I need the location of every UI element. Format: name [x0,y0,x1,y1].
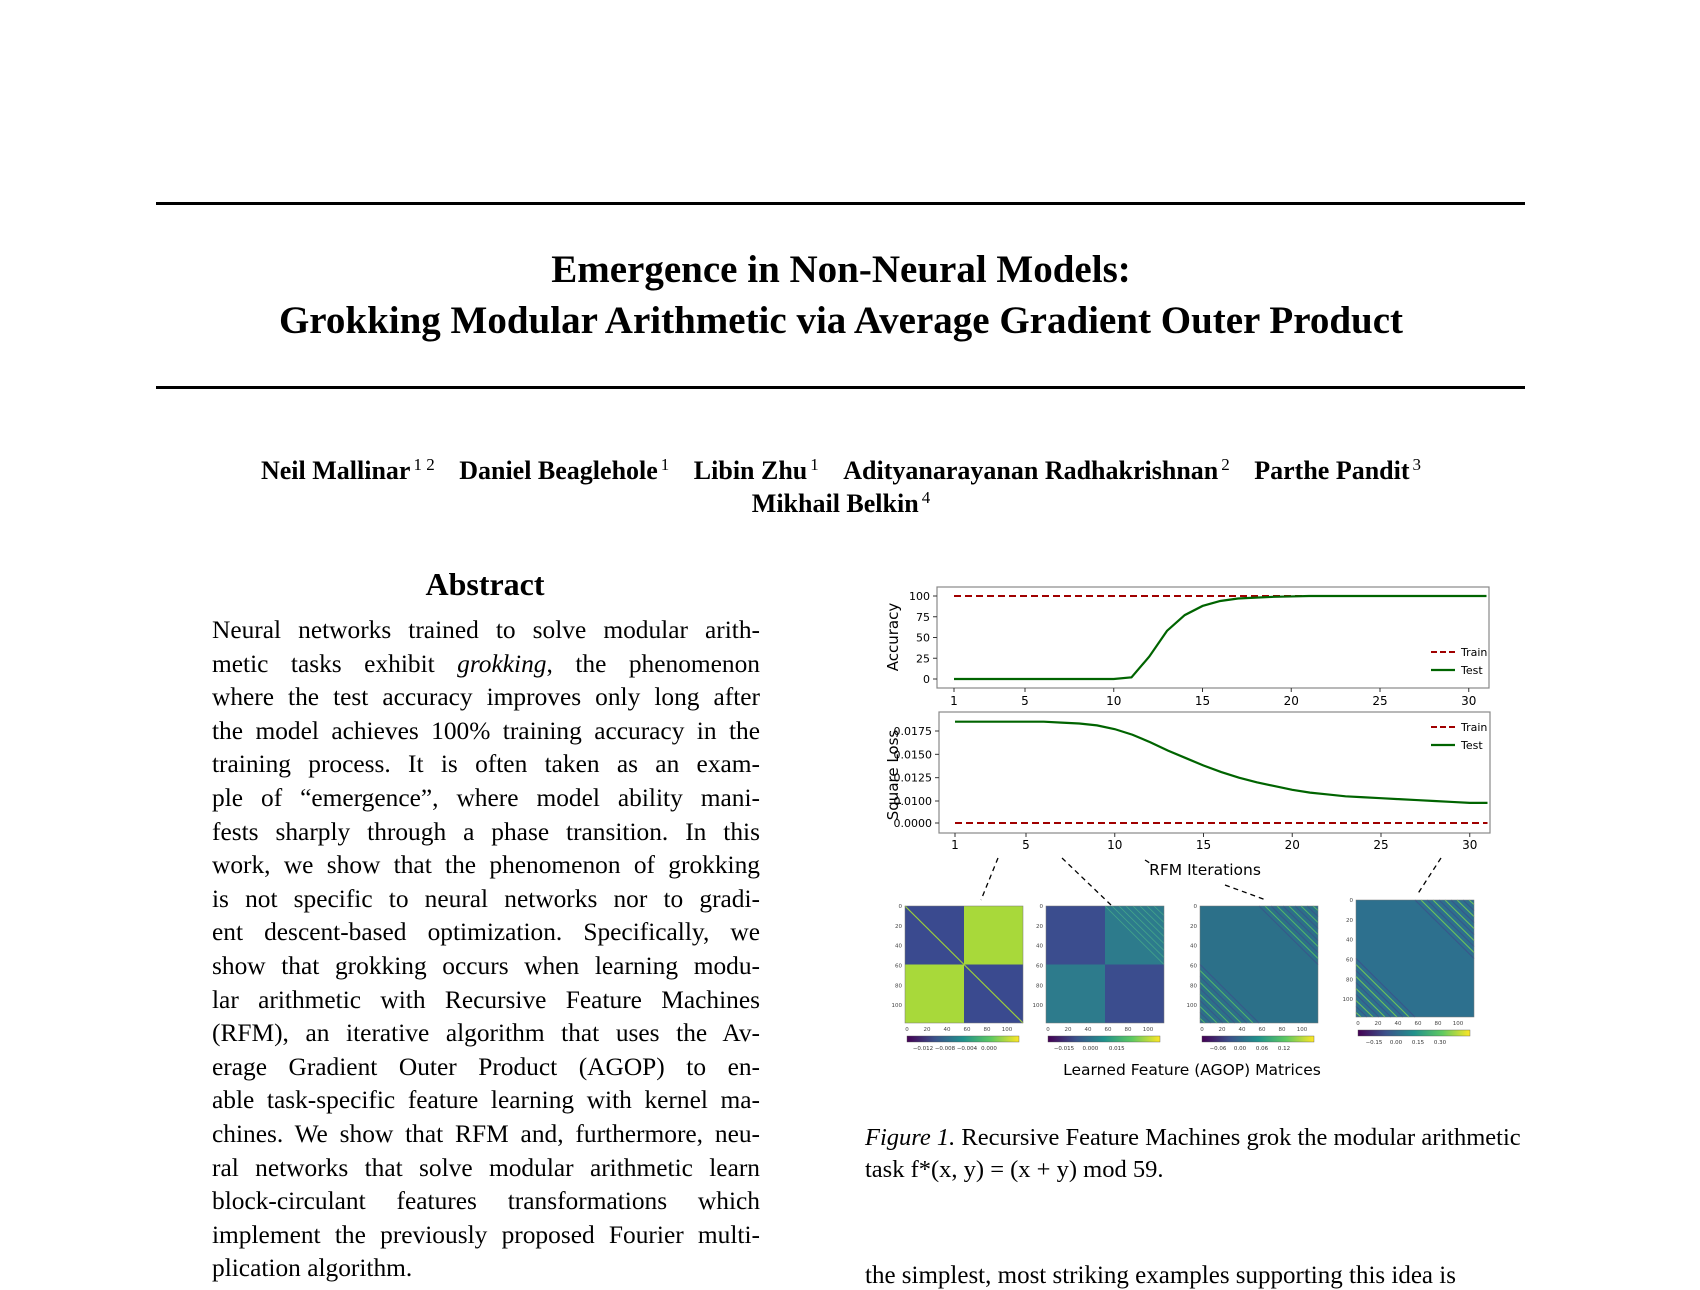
svg-text:60: 60 [1346,957,1353,964]
svg-text:0.30: 0.30 [1433,1040,1447,1046]
svg-text:100: 100 [1142,1027,1154,1033]
svg-text:0.12: 0.12 [1277,1046,1291,1052]
svg-text:0.0100: 0.0100 [893,795,932,808]
svg-text:0.015: 0.015 [1108,1046,1125,1052]
svg-text:20: 20 [1036,923,1043,930]
svg-text:80: 80 [1190,983,1197,990]
svg-text:20: 20 [1284,838,1300,852]
svg-text:−0.012: −0.012 [912,1046,934,1052]
svg-text:−0.15: −0.15 [1365,1040,1383,1046]
svg-text:20: 20 [1346,917,1353,924]
author: Mikhail Belkin $^4$ [751,488,931,518]
svg-text:−0.008: −0.008 [934,1046,956,1052]
svg-text:40: 40 [1394,1021,1402,1027]
svg-text:100: 100 [1296,1027,1308,1033]
svg-text:Test: Test [1461,664,1483,677]
abstract-line: erage Gradient Outer Product (AGOP) to en- [212,1052,760,1081]
svg-text:0.00: 0.00 [1233,1046,1247,1052]
abstract-line: ple of “emergence”, where model ability mani- [212,783,760,812]
svg-text:0.000: 0.000 [981,1046,997,1052]
svg-text:40: 40 [1084,1027,1092,1033]
svg-text:80: 80 [1346,977,1353,984]
author: Libin Zhu $^1$ [693,455,819,485]
svg-text:0: 0 [1356,1021,1360,1027]
abstract-line: ent descent-based optimization. Specifically, we [212,918,760,947]
svg-text:5: 5 [1021,694,1029,708]
abstract-body [212,614,760,1286]
svg-text:40: 40 [1190,943,1197,950]
abstract-line: Neural networks trained to solve modular arith- [212,616,760,644]
caption-formula: task f*(x, y) = (x + y) mod 59. [865,1156,1164,1183]
svg-text:30: 30 [1462,838,1478,852]
svg-text:0.06: 0.06 [1255,1046,1269,1052]
body-text-continuation: the simplest, most striking examples supporting this idea is [865,1262,1456,1289]
svg-text:0.0000: 0.0000 [893,817,932,830]
svg-text:25: 25 [916,652,930,666]
abstract-line: the model achieves 100% training accuracy in the [212,716,760,745]
svg-text:15: 15 [1195,838,1212,852]
abstract-line: (RFM), an iterative algorithm that uses the Av- [212,1019,760,1048]
svg-text:80: 80 [1278,1027,1286,1033]
svg-text:40: 40 [1036,943,1043,950]
svg-text:100: 100 [1032,1003,1043,1010]
svg-text:0: 0 [1349,898,1353,904]
author-list-line2 [0,481,1682,520]
svg-text:60: 60 [1036,963,1043,970]
svg-text:40: 40 [1238,1027,1246,1033]
abstract-line: chines. We show that RFM and, furthermore, neu- [212,1119,760,1148]
svg-text:20: 20 [1218,1027,1226,1033]
svg-text:100: 100 [1452,1021,1464,1027]
agop-heatmap-1 [892,904,1024,1052]
svg-text:40: 40 [943,1027,951,1033]
x-axis-label: RFM Iterations [1149,861,1261,879]
svg-text:60: 60 [963,1027,971,1033]
svg-text:60: 60 [1190,963,1197,970]
heatmap-title: Learned Feature (AGOP) Matrices [1063,1061,1321,1079]
abstract-line: plication algorithm. [212,1254,413,1283]
svg-text:0.0150: 0.0150 [893,748,932,762]
svg-text:60: 60 [1104,1027,1112,1033]
svg-text:−0.015: −0.015 [1053,1046,1075,1052]
svg-text:5: 5 [1022,838,1030,852]
abstract-heading: Abstract [425,566,545,602]
svg-text:75: 75 [916,610,930,624]
svg-text:−0.06: −0.06 [1209,1046,1227,1052]
bottom-rule [156,386,1525,389]
svg-text:Test: Test [1461,739,1483,752]
svg-text:0: 0 [1039,904,1043,910]
abstract-line: lar arithmetic with Recursive Feature Machines [212,985,760,1014]
abstract-line: metic tasks exhibit grokking, the phenomenon [212,649,760,678]
svg-text:25: 25 [1372,694,1388,708]
accuracy-ylabel: Accuracy [884,602,902,672]
svg-text:−0.004: −0.004 [956,1046,978,1052]
svg-text:1: 1 [951,838,959,852]
loss-plot-frame [939,712,1490,833]
svg-text:0: 0 [905,1027,909,1033]
abstract-line: work, we show that the phenomenon of grokking [212,851,760,880]
svg-text:100: 100 [909,590,930,603]
svg-text:80: 80 [1036,983,1043,990]
abstract-line: where the test accuracy improves only long after [212,683,760,712]
author: Adityanarayanan Radhakrishnan $^2$ [843,455,1230,485]
svg-text:50: 50 [916,631,930,645]
abstract-line: able task-specific feature learning with kernel ma- [212,1086,760,1115]
svg-text:20: 20 [1283,694,1299,708]
svg-text:0.00: 0.00 [1389,1040,1403,1046]
svg-text:Train: Train [1461,721,1488,734]
svg-text:0: 0 [1200,1027,1204,1033]
svg-text:0: 0 [898,904,902,910]
abstract-line: fests sharply through a phase transition. In this [212,817,760,846]
svg-text:0.0175: 0.0175 [893,725,932,738]
svg-text:30: 30 [1461,694,1477,708]
svg-text:0: 0 [1193,904,1197,910]
svg-text:20: 20 [923,1027,931,1033]
svg-text:60: 60 [1258,1027,1266,1033]
top-rule [156,202,1525,205]
loss-ylabel: Square Loss [884,729,902,821]
svg-text:20: 20 [1374,1021,1382,1027]
agop-heatmap-4 [1343,898,1475,1046]
svg-text:80: 80 [1124,1027,1132,1033]
svg-text:40: 40 [1346,937,1353,944]
agop-heatmap-3 [1187,904,1319,1052]
svg-text:80: 80 [983,1027,991,1033]
figure-caption: Figure 1. Recursive Feature Machines grok the modular arithmetic task f*(x, y) = (x + y) mod 59. [865,1124,1521,1183]
svg-text:100: 100 [891,1003,902,1010]
author: Parthe Pandit $^3$ [1254,455,1422,485]
svg-text:0: 0 [923,673,930,686]
agop-heatmap-2 [1033,904,1165,1052]
figure-1 [880,575,1520,1095]
svg-text:0.000: 0.000 [1082,1046,1099,1052]
svg-text:20: 20 [895,923,902,930]
svg-text:20: 20 [1064,1027,1072,1033]
svg-text:0: 0 [1046,1027,1050,1033]
svg-text:80: 80 [1434,1021,1442,1027]
svg-text:Train: Train [1461,646,1488,659]
paper-title-line1: Emergence in Non-Neural Models: [551,248,1131,291]
svg-text:100: 100 [1001,1027,1013,1033]
svg-text:100: 100 [1186,1003,1197,1010]
svg-text:60: 60 [1414,1021,1422,1027]
svg-text:40: 40 [895,943,902,950]
abstract-line: implement the previously proposed Fourier multi- [212,1220,760,1249]
svg-text:80: 80 [895,983,902,990]
abstract-line: block-circulant features transformations which [212,1187,760,1216]
svg-text:10: 10 [1106,694,1122,708]
svg-text:0.0125: 0.0125 [893,771,932,785]
author: Daniel Beaglehole $^1$ [459,455,670,485]
svg-text:15: 15 [1194,694,1211,708]
svg-text:10: 10 [1107,838,1123,852]
svg-text:1: 1 [950,694,958,708]
svg-text:20: 20 [1190,923,1197,930]
svg-text:25: 25 [1373,838,1389,852]
abstract-line: is not specific to neural networks nor to gradi- [212,884,760,913]
abstract-line: training process. It is often taken as an exam- [212,750,760,779]
abstract-line: ral networks that solve modular arithmetic learn [212,1153,760,1182]
svg-text:100: 100 [1342,997,1353,1004]
svg-text:60: 60 [895,963,902,970]
author: Neil Mallinar $^{1 2}$ [260,455,435,485]
svg-text:0.15: 0.15 [1411,1040,1425,1046]
abstract-line: show that grokking occurs when learning modu- [212,951,760,980]
paper-title-line2: Grokking Modular Arithmetic via Average Gradient Outer Product [278,299,1404,342]
